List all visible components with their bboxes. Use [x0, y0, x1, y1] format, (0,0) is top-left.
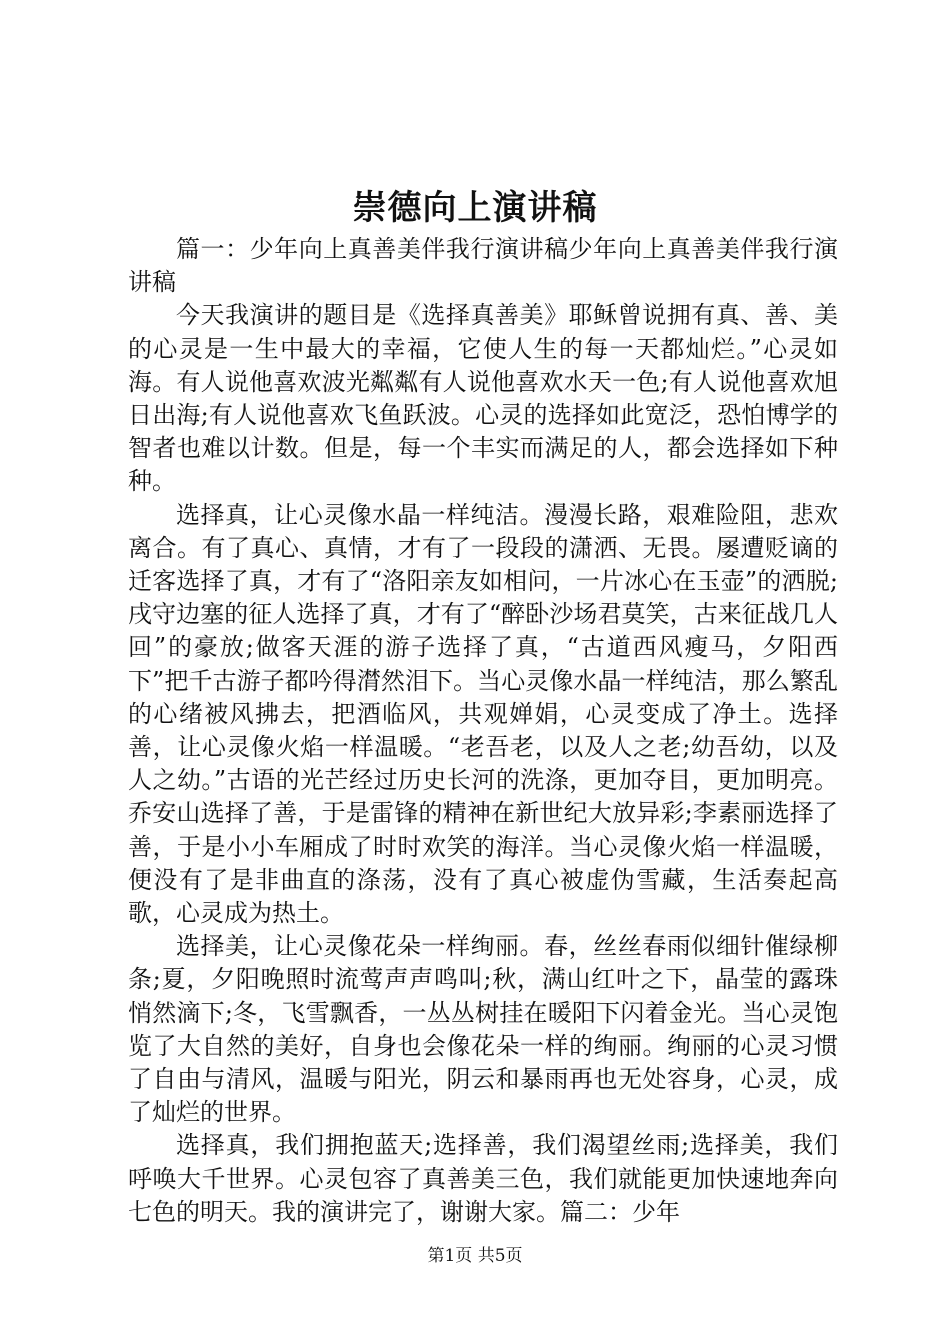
paragraph: 选择美，让心灵像花朵一样绚丽。春，丝丝春雨似细针催绿柳条;夏，夕阳晚照时流莺声声鸣叫;秋，满山红叶之下，晶莹的露珠悄然滴下;冬，飞雪飘香，一丛丛树挂在暖阳下闪着金光。当心灵饱览了大自然的美好，自身也会像花朵一样的绚丽。绚丽的心灵习惯了自由与清风，温暖与阳光，阴云和暴雨再也无处容身，心灵，成了灿烂的世界。: [128, 932, 838, 1127]
page-number-footer: 第1页 共5页: [427, 1246, 523, 1266]
document-title: 崇德向上演讲稿: [352, 188, 598, 228]
paragraph: 篇一：少年向上真善美伴我行演讲稿少年向上真善美伴我行演讲稿: [128, 235, 838, 297]
document-body: [128, 233, 838, 1229]
paragraph: 选择真，我们拥抱蓝天;选择善，我们渴望丝雨;选择美，我们呼唤大千世界。心灵包容了真善美三色，我们就能更加快速地奔向七色的明天。我的演讲完了，谢谢大家。篇二：少年: [128, 1131, 838, 1226]
paragraph: 选择真，让心灵像水晶一样纯洁。漫漫长路，艰难险阻，悲欢离合。有了真心、真情，才有了一段段的潇洒、无畏。屡遭贬谪的迁客选择了真，才有了“洛阳亲友如相问，一片冰心在玉壶”的洒脱;戌守边塞的征人选择了真，才有了“醉卧沙场君莫笑，古来征战几人回”的豪放;做客天涯的游子选择了真，“古道西风瘦马，夕阳西下”把千古游子都吟得潸然泪下。当心灵像水晶一样纯洁，那么繁乱的心绪被风拂去，把酒临风，共观婵娟，心灵变成了净土。选择善，让心灵像火焰一样温暖。“老吾老，以及人之老;幼吾幼，以及人之幼。”古语的光芒经过历史长河的洗涤，更加夺目，更加明亮。乔安山选择了善，于是雷锋的精神在新世纪大放异彩;李素丽选择了善，于是小小车厢成了时时欢笑的海洋。当心灵像火焰一样温暖，便没有了是非曲直的涤荡，没有了真心被虚伪雪藏，生活奏起高歌，心灵成为热土。: [128, 500, 838, 928]
paragraph: 今天我演讲的题目是《选择真善美》耶稣曾说拥有真、善、美的心灵是一生中最大的幸福，它使人生的每一天都灿烂。”心灵如海。有人说他喜欢波光粼粼有人说他喜欢水天一色;有人说他喜欢旭日出海;有人说他喜欢飞鱼跃波。心灵的选择如此宽泛，恐怕博学的智者也难以计数。但是，每一个丰实而满足的人，都会选择如下种种。: [128, 301, 838, 496]
